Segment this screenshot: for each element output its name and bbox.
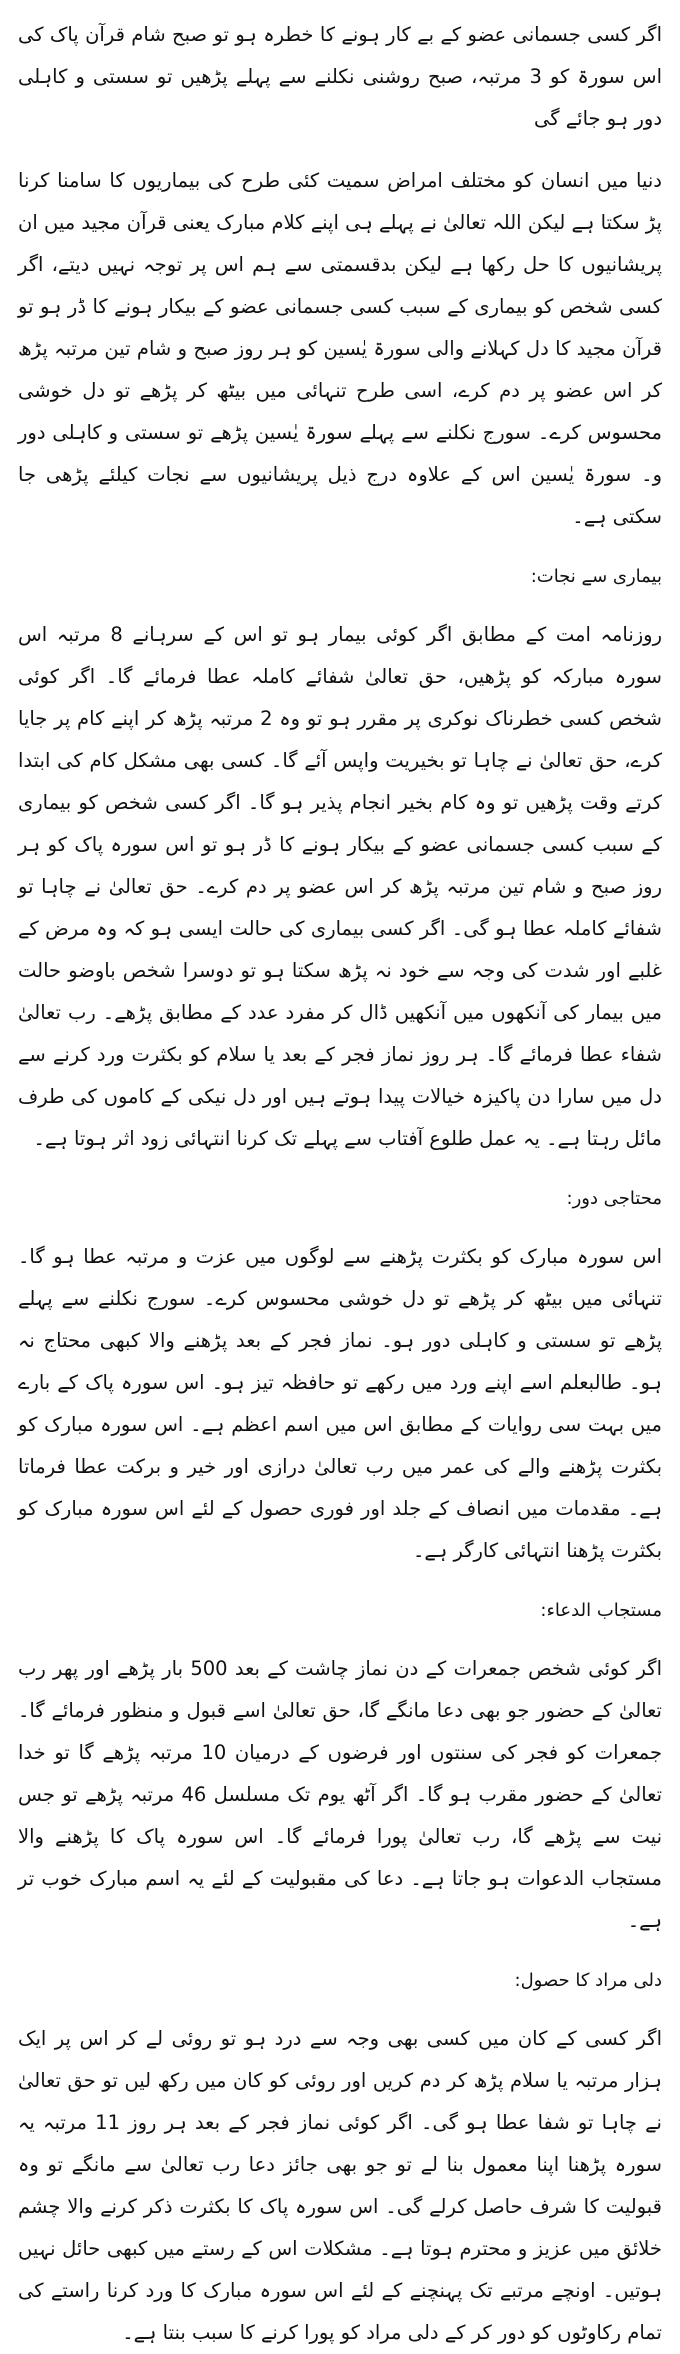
paragraph-accepted-prayer: اگر کوئی شخص جمعرات کے دن نماز چاشت کے بعد 500 بار پڑھے اور پھر رب تعالیٰ کے حضور جو بھی دعا مانگے گا، حق تعالیٰ اسے قبول و منظور فرمائے گا۔ جمعرات کو فجر کی سنتوں اور فرضوں کے درمیان 10 مرتبہ پڑھے گا تو خدا تعالیٰ کے حضور مقرب ہو گا۔ اگر آٹھ یوم تک مسلسل 46 مرتبہ پڑھے تو جس نیت سے پڑھے گا، رب تعالیٰ پورا فرمائے گا۔ اس سورہ پاک کا پڑھنے والا مستجاب الدعوات ہو جاتا ہے۔ دعا کی مقبولیت کے لئے یہ اسم مبارک خوب تر ہے۔ <box>18 1657 663 1932</box>
heading-wish-fulfilment: دلی مراد کا حصول: <box>514 1970 662 1991</box>
intro-paragraph: اگر کسی جسمانی عضو کے بے کار ہونے کا خطرہ ہو تو صبح شام قرآن پاک کی اس سورۃ کو 3 مرتبہ، صبح روشنی نکلنے سے پہلے پڑھیں تو سستی و کاہلی دور ہو جائے گی <box>18 23 662 130</box>
heading-need-removal: محتاجی دور: <box>566 1188 662 1209</box>
paragraph-overview: دنیا میں انسان کو مختلف امراض سمیت کئی طرح کی بیماریوں کا سامنا کرنا پڑ سکتا ہے لیکن اللہ تعالیٰ نے پہلے ہی اپنے کلام مبارک یعنی قرآن مجید میں ان پریشانیوں کا حل رکھا ہے لیکن بدقسمتی سے ہم اس پر توجہ نہیں دیتے، اگر کسی شخص کو بیماری کے سبب کسی جسمانی عضو کے بیکار ہونے کا ڈر ہو تو قرآن مجید کا دل کہلانے والی سورۃ یٰسین کو ہر روز صبح و شام تین مرتبہ پڑھ کر اس عضو پر دم کرے، اسی طرح تنہائی میں بیٹھ کر پڑھے تو دل خوشی محسوس کرے۔ سورج نکلنے سے پہلے سورۃ یٰسین پڑھے تو سستی و کاہلی دور و۔ سورۃ یٰسین اس کے علاوہ درج ذیل پریشانیوں سے نجات کیلئے پڑھی جا سکتی ہے۔ <box>18 169 662 528</box>
heading-illness-relief: بیماری سے نجات: <box>530 566 662 587</box>
paragraph-illness-relief: روزنامہ امت کے مطابق اگر کوئی بیمار ہو تو اس کے سرہانے 8 مرتبہ اس سورہ مبارکہ کو پڑھیں، حق تعالیٰ شفائے کاملہ عطا فرمائے گا۔ اگر کوئی شخص کسی خطرناک نوکری پر مقرر ہو تو وہ 2 مرتبہ پڑھ کر اپنے کام پر جایا کرے، حق تعالیٰ نے چاہا تو بخیریت واپس آئے گا۔ کسی بھی مشکل کام کی ابتدا کرتے وقت پڑھیں تو وہ کام بخیر انجام پذیر ہو گا۔ اگر کسی شخص کو بیماری کے سبب کسی جسمانی عضو کے بیکار ہونے کا ڈر ہو تو اس سورہ پاک کو ہر روز صبح و شام تین مرتبہ پڑھ کر اس عضو پر دم کرے۔ حق تعالیٰ نے چاہا تو شفائے کاملہ عطا ہو گی۔ اگر کسی بیماری کی حالت ایسی ہو کہ وہ مرض کے غلبے اور شدت کی وجہ سے خود نہ پڑھ سکتا ہو تو دوسرا شخص باوضو حالت میں بیمار کی آنکھوں میں آنکھیں ڈال کر مفرد عدد کے مطابق پڑھے۔ رب تعالیٰ شفاء عطا فرمائے گا۔ ہر روز نماز فجر کے بعد یا سلام کو بکثرت ورد کرنے سے دل میں سارا دن پاکیزہ خیالات پیدا ہوتے ہیں اور دل نیکی کے کاموں کی طرف مائل رہتا ہے۔ یہ عمل طلوع آفتاب سے پہلے تک کرنا انتہائی زود اثر ہوتا ہے۔ <box>18 623 662 1150</box>
paragraph-wish-fulfilment: اگر کسی کے کان میں کسی بھی وجہ سے درد ہو تو روئی لے کر اس پر ایک ہزار مرتبہ یا سلام پڑھ کر دم کریں اور روئی کو کان میں رکھ لیں تو حق تعالیٰ نے چاہا تو شفا عطا ہو گی۔ اگر کوئی نماز فجر کے بعد ہر روز 11 مرتبہ یہ سورہ پڑھنا اپنا معمول بنا لے تو جو بھی جائز دعا رب تعالیٰ سے مانگے تو وہ قبولیت کا شرف حاصل کرلے گی۔ اس سورہ پاک کا بکثرت ذکر کرنے والا چشم خلائق میں عزیز و محترم ہوتا ہے۔ مشکلات اس کے رستے میں کبھی حائل نہیں ہوتیں۔ اونچے مرتبے تک پہنچنے کے لئے اس سورہ مبارک کا ورد کرنا راستے کی تمام رکاوٹوں کو دور کر کے دلی مراد کو پورا کرنے کا سبب بنتا ہے۔ <box>18 2027 662 2344</box>
paragraph-need-removal: اس سورہ مبارک کو بکثرت پڑھنے سے لوگوں میں عزت و مرتبہ عطا ہو گا۔ تنہائی میں بیٹھ کر پڑھے تو دل خوشی محسوس کرے۔ سورج نکلنے سے پہلے پڑھے تو سستی و کاہلی دور ہو۔ نماز فجر کے بعد پڑھنے والا کبھی محتاج نہ ہو۔ طالبعلم اسے اپنے ورد میں رکھے تو حافظہ تیز ہو۔ اس سورہ پاک کے بارے میں بہت سی روایات کے مطابق اس میں اسم اعظم ہے۔ اس سورہ مبارک کو بکثرت پڑھنے والے کی عمر میں رب تعالیٰ درازی اور خیر و برکت عطا فرماتا ہے۔ مقدمات میں انصاف کے جلد اور فوری حصول کے لئے اس سورہ مبارک کو بکثرت پڑھنا انتہائی کارگر ہے۔ <box>18 1245 662 1562</box>
heading-accepted-prayer: مستجاب الدعاء: <box>540 1600 662 1621</box>
